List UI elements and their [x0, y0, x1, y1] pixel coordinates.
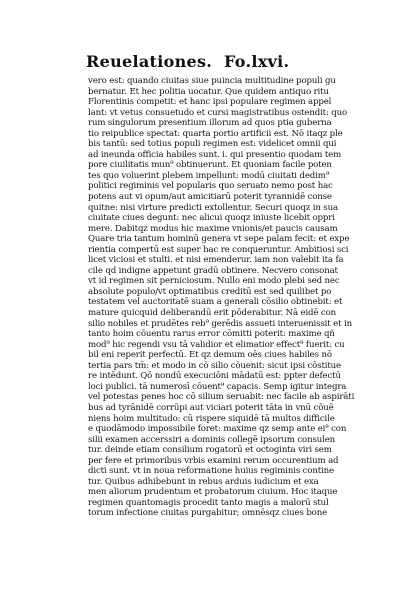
text-line: licet viciosi et stulti. et nisi emenderur. iam non valebit ita fa [88, 255, 344, 266]
text-line: silii examen accerssiri a dominis collegē ipsorum consulen [88, 434, 336, 445]
text-line: quitne: nisi virture predicti extollentur. Securi quoqz in sua [88, 202, 338, 213]
text-line: niens hoim multitudo: cū rispere siquidē tā multos difficile [88, 413, 335, 424]
text-line: re intēdunt. Qō nondū execuciōni mādatū est: ppter defectū [88, 371, 341, 382]
text-line: mere. Dabitqz modus hic maxime vnionis/et paucis causam [88, 223, 338, 234]
text-line: cile qd indigne appetunt gradū obtinere. Necvero consonat [88, 265, 338, 276]
text-line: ciuitate ciues degunt: nec alicui quoqz iniuste licebit oppri [88, 213, 335, 224]
text-line: loci publici. tā numerosī cōuent⁹ capacis. Semp igitur integra [88, 381, 347, 392]
text-line: absolute populo/vt optimatibus creditū est sed quilibet po [88, 286, 332, 297]
text-line: regimen quantomagis procedit tanto magis a malorū stul [88, 497, 329, 508]
text-line: tio reipublice spectat: quarta portio artificii est. Nō itaqz ple [88, 128, 343, 139]
page-header [0, 50, 403, 78]
running-title: Reuelationes. [86, 52, 213, 71]
text-line: ad ineunda officia habiles sunt. i. qui presentio quodam tem [88, 149, 342, 160]
text-line: rientia compertū est super hac re conqueruntur. Ambitiosi sci [88, 244, 349, 255]
text-line: tur. Quibus adhibebunt in rebus arduis iudicium et exa [88, 476, 319, 487]
text-block [88, 76, 356, 519]
text-line: rum singulorum presentium illorum ad quos ptia guberna [88, 118, 332, 129]
text-line: bil eni reperit perfectū. Et qz demum oēs ciues habiles nō [88, 350, 332, 361]
text-line: vero est: quando ciuitas siue puincia multitudine populi gu [88, 76, 336, 86]
text-line: silio nobiles et prudētes reb⁹ gerēdis assueti interuenissit et in [88, 318, 352, 329]
text-line: men aliorum prudentum et probatorum ciuium. Hoc itaque [88, 487, 338, 498]
text-line: per fere et primoribus vrbis examini rerum occurentium ad [88, 455, 339, 466]
text-line: politici regiminis vel popularis quo seruato nemo post hac [88, 181, 333, 192]
text-line: tur. deinde etiam consilium rogatorū et octoginta viri sem [88, 445, 332, 456]
text-line: torum infectione ciuitas purgabitur; omnēsqz ciues bone [88, 508, 328, 519]
text-line: lant: vt vetus consuetudo et cursi magistratibus ostendit: quo [88, 107, 348, 118]
text-line: mature quicquid deliberandū erit pōderabitur. Nā eidē con [88, 308, 336, 319]
text-line: tertia pars tm̄: et modo in cō silio cōuenit: sicut ipsi cōstitue [88, 360, 341, 371]
text-line: bus ad tyrānidē corrūpi aut viciari poterit tāta in vnū cōuē [88, 402, 334, 413]
folio-number: Fo.lxvi. [224, 52, 290, 71]
text-line: Florentinis competit: et hanc ipsi populare regimen appel [88, 97, 332, 108]
text-line: pore ciuilitatis mun⁹ obtinuerunt. Et quoniam facile poten [88, 160, 332, 171]
text-line: vel potestas penes hoc cō silium seruabit: nec facile ab aspirāti [88, 392, 355, 403]
text-line: Quare tria tantum hominū genera vt sepe palam fecit: et expe [88, 234, 350, 245]
text-line: tanto hoim cōuentu rarus error cōmitti poterit: maxime qñ [88, 329, 335, 340]
text-line: tes quo voluerint plebem impellunt: modū ciuitati dedim⁹ [88, 170, 330, 181]
text-line: mod⁹ hic regendi vsu tā validior et elimatior effect⁹ fuerit: cu [88, 339, 345, 350]
text-line: vt id regimen sit perniciosum. Nullo eni modo plebi sed nec [88, 276, 340, 287]
text-line: potens aut vi opum/aut amicitiarū poterit tyrannidē conse [88, 192, 332, 203]
text-line: bernatur. Et hec politia uocatur. Que quidem antiquo ritu [88, 86, 329, 97]
text-line: bis tantū: sed totius populi regimen est: videlicet omnii qui [88, 139, 337, 150]
text-line: e quodāmodo impossibile foret: maxime qz semp ante ei⁹ con [88, 424, 347, 435]
text-line: dicti sunt. vt in noua reformatione huius regiminis contine [88, 466, 334, 477]
text-line: testatem vel auctoritatē suam a generali cōsilio obtinebit: et [88, 297, 343, 308]
